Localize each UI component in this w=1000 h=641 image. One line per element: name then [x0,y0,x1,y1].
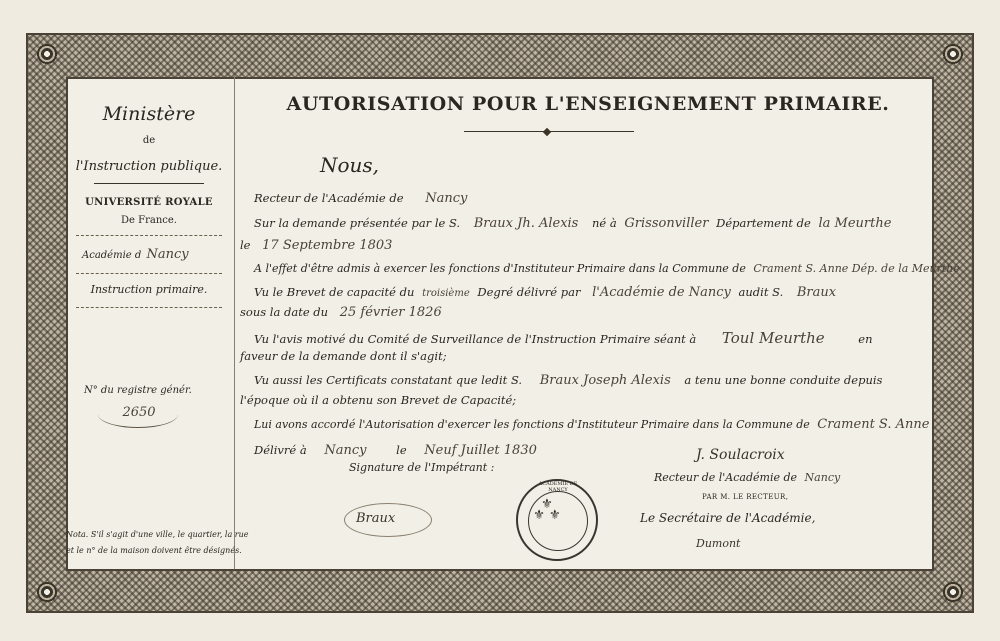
secretaire-signature: Dumont [696,537,741,550]
de-france: De France. [121,215,177,226]
line-text: en [858,332,873,346]
text-line [240,238,392,253]
handwritten-value: 25 février 1826 [339,305,442,320]
left-column [64,75,249,569]
impetrant-signature: Braux [356,511,396,526]
recteur-label: Recteur de l'Académie de [654,471,798,484]
corner-rosette-icon [34,41,60,67]
handwritten-value: la Meurthe [818,216,892,231]
seal-text: ACADEMIE DE NANCY [538,481,578,493]
corner-rosette-icon [940,579,966,605]
text-line [254,262,960,275]
academie-value: Nancy [146,247,189,262]
divider [76,273,222,274]
ministere-heading: Ministère [102,103,196,125]
line-text: l'époque où il a obtenu son Brevet de Capacité; [240,393,517,407]
instruction-publique: l'Instruction publique. [75,159,223,174]
handwritten-value: Nancy [324,443,367,458]
line-text: le [240,238,251,252]
line-text: le [396,443,407,457]
recteur-label-line [654,471,840,484]
text-line [240,393,516,407]
line-text: né à [592,216,617,230]
line-text: a tenu une bonne conduite depuis [684,373,883,387]
line-text: audit S. [738,285,784,299]
universite-royale: UNIVERSITÉ ROYALE [85,197,213,208]
nous-heading: Nous, [320,153,380,177]
divider [76,235,222,236]
handwritten-value: Crament S. Anne [817,417,930,432]
secretaire-label: Le Secrétaire de l'Académie, [640,511,816,525]
divider [76,307,222,308]
line-text: Vu aussi les Certificats constatant que ledit S. [254,373,523,387]
nota-line: Nota. S'il s'agit d'une ville, le quartier, la rue [66,530,249,539]
handwritten-value: Braux [796,285,837,300]
nota-line: et le n° de la maison doivent être désignés. [66,546,242,555]
instruction-primaire: Instruction primaire. [90,283,208,296]
line-text: Département de [716,216,811,230]
line-text: Vu le Brevet de capacité du [254,285,415,299]
handwritten-value: Grissonviller [624,216,709,231]
handwritten-value: Braux Jh. Alexis [473,216,579,231]
handwritten-value: Crament S. Anne Dép. de la Meurthe [753,262,960,275]
text-line [254,329,873,347]
handwritten-value: Nancy [804,471,841,484]
line-text: Vu l'avis motivé du Comité de Surveillance de l'Instruction Primaire séant à [254,332,697,346]
text-line [254,285,836,300]
impetrant-signature-label: Signature de l'Impétrant : [349,461,495,474]
handwritten-value: Neuf Juillet 1830 [424,443,537,458]
recteur-signature: J. Soulacroix [696,447,785,463]
handwritten-value: 17 Septembre 1803 [262,238,393,253]
divider [94,183,204,184]
corner-rosette-icon [34,579,60,605]
line-text: Lui avons accordé l'Autorisation d'exercer les fonctions d'Instituteur Primaire dans la Commune de [254,418,810,431]
de-label: de [142,135,156,146]
registre-number: 2650 [122,405,156,420]
corner-rosette-icon [940,41,966,67]
line-text: Degré délivré par [477,285,581,299]
line-text: A l'effet d'être admis à exercer les fonctions d'Instituteur Primaire dans la Commune de [254,262,746,275]
handwritten-value: l'Académie de Nancy [592,285,731,300]
handwritten-value: Nancy [425,191,468,206]
text-line [240,349,447,363]
main-body [240,75,960,569]
text-line [254,373,882,388]
handwritten-value: Toul Meurthe [721,329,825,347]
title-divider [464,131,634,132]
line-text: Recteur de l'Académie de [254,191,404,205]
fleur-de-lis-icon: ⚜ ⚜ ⚜ [533,497,561,523]
academie-label: Académie d [82,250,142,261]
par-recteur: PAR M. LE RECTEUR, [702,493,789,501]
text-line [254,191,467,206]
text-line [254,443,537,458]
document-title: AUTORISATION POUR L'ENSEIGNEMENT PRIMAIRE. [286,93,890,115]
line-text: Sur la demande présentée par le S. [254,216,461,230]
line-text: faveur de la demande dont il s'agit; [240,349,447,363]
registre-label: N° du registre génér. [84,385,192,396]
line-text: sous la date du [240,305,329,319]
handwritten-value: Braux Joseph Alexis [539,373,671,388]
text-line [240,305,442,320]
academie-seal-icon [516,479,598,561]
text-line [254,417,929,432]
line-text: Délivré à [254,443,307,457]
academie-field [82,247,232,262]
text-line [254,216,891,231]
document-content [64,75,960,569]
handwritten-value: troisième [422,288,470,299]
